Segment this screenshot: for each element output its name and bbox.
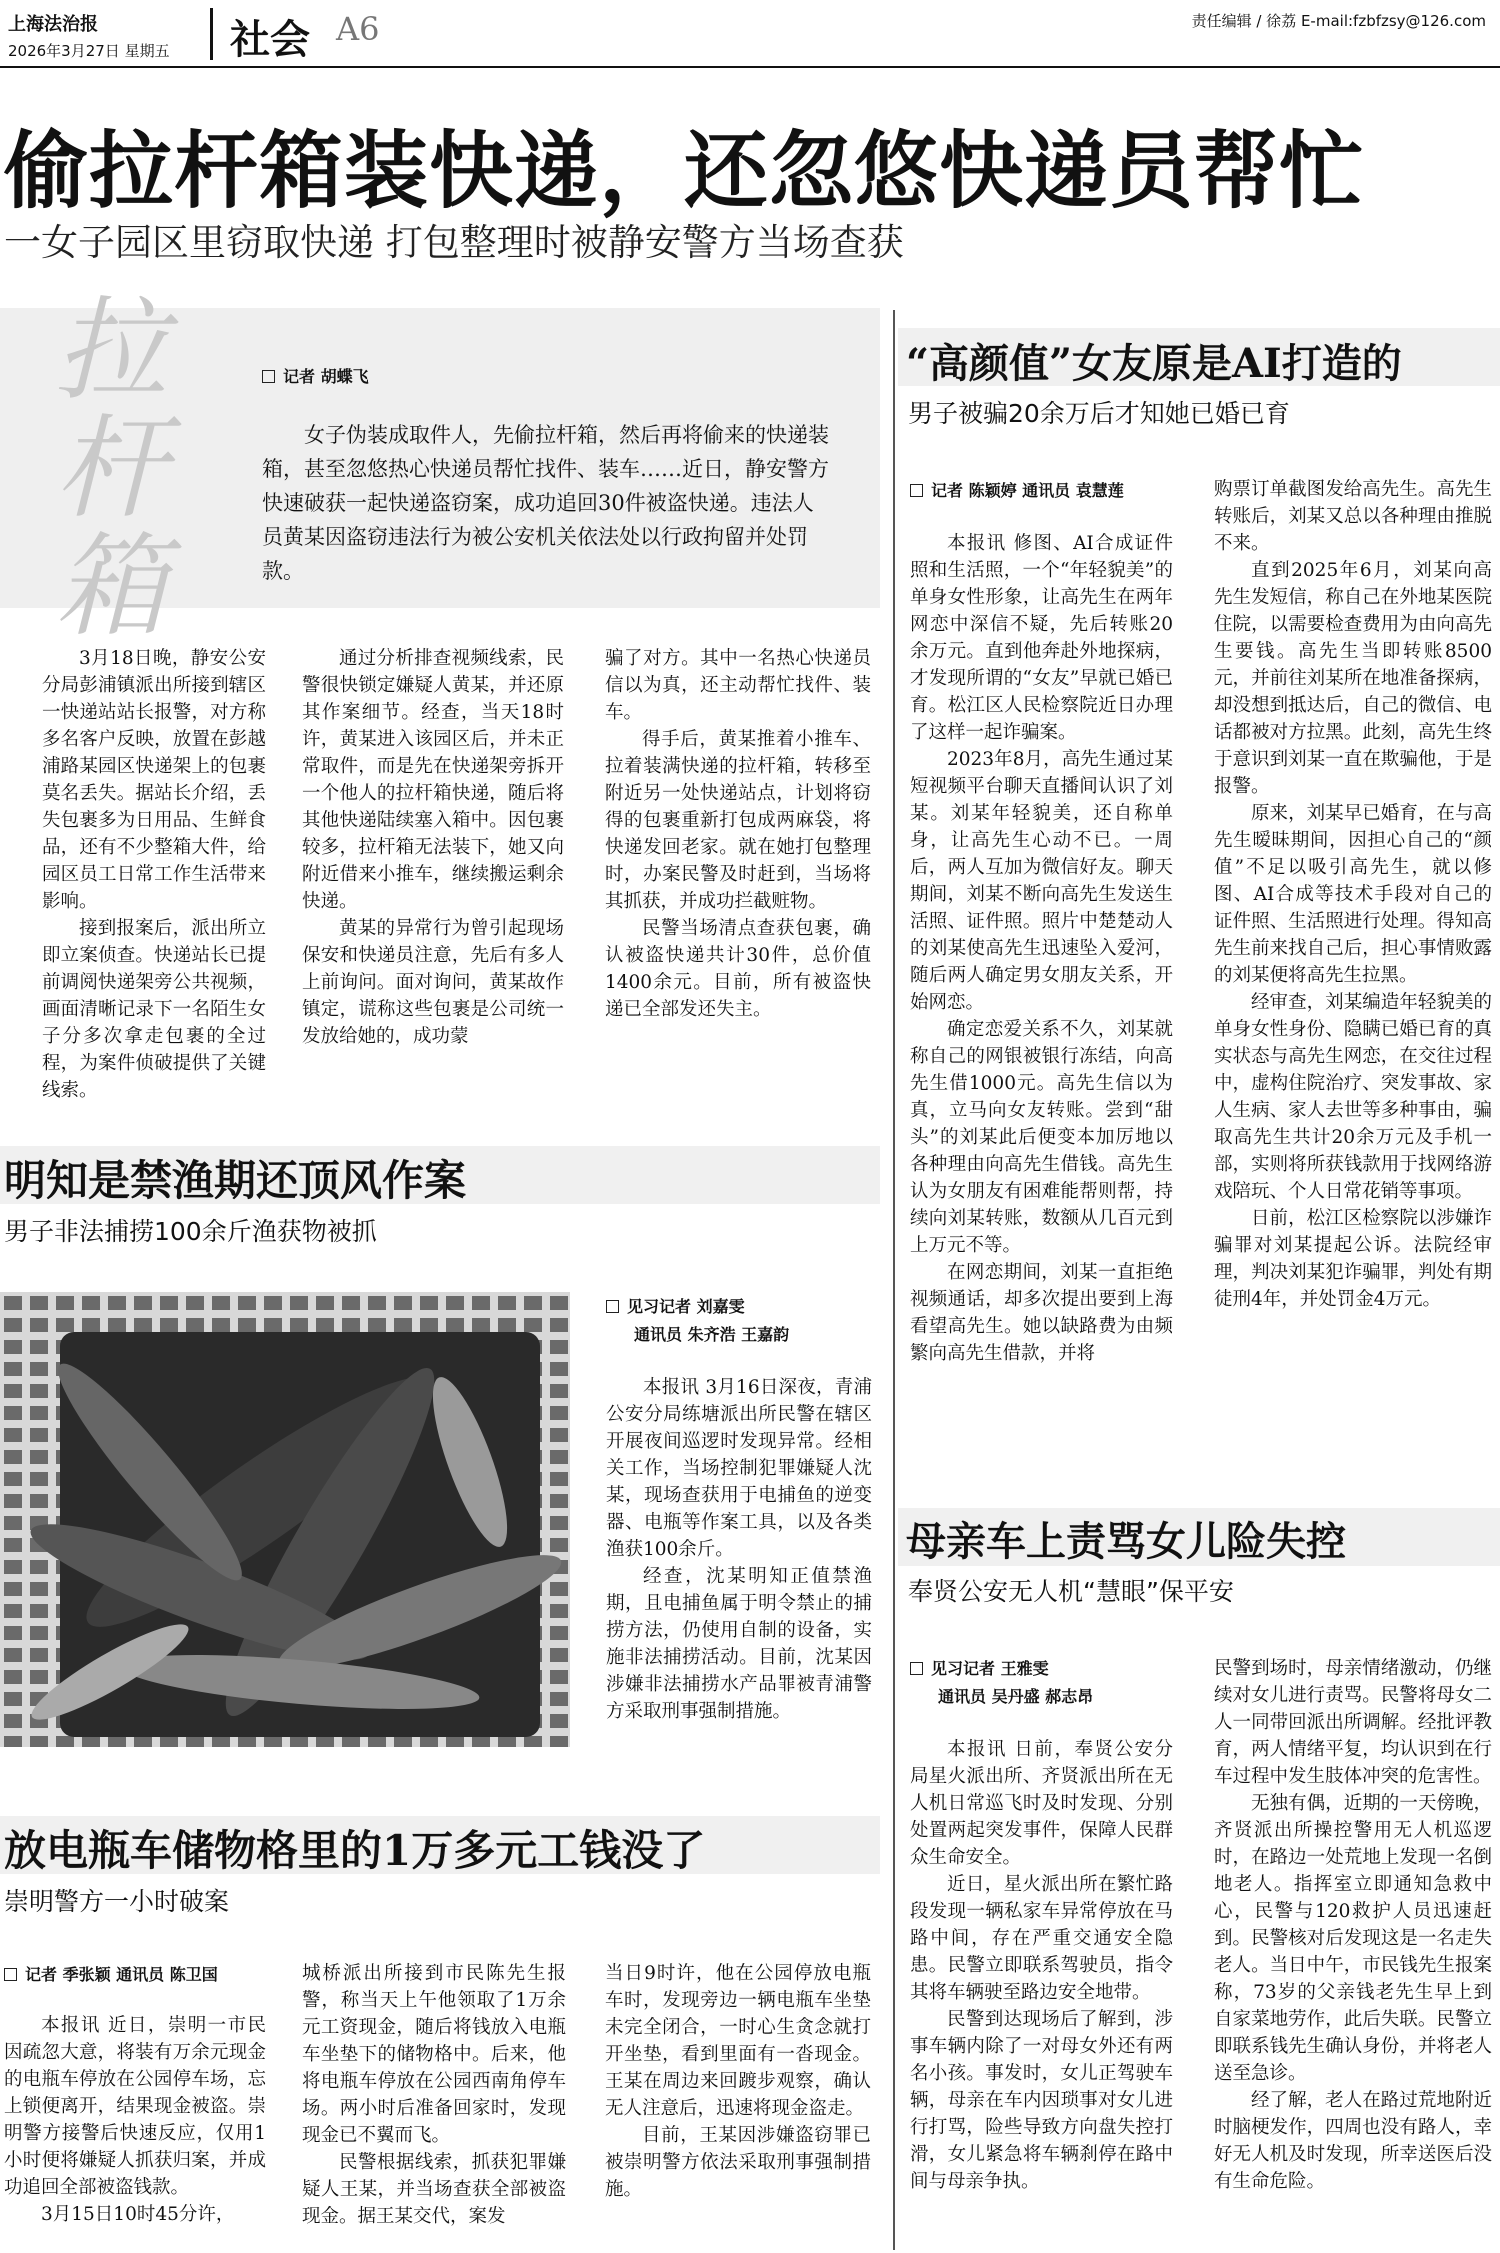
ai-column-2	[1214, 476, 1492, 1313]
paragraph: 民警到达现场后了解到，涉事车辆内除了一对母女外还有两名小孩。事发时，女儿正驾驶车辆，母亲在车内因琐事对女儿进行打骂，险些导致方向盘失控打滑，女儿紧急将车辆刹停在路中间与母亲争执。	[910, 2009, 1173, 2192]
battery-story-subtitle: 崇明警方一小时破案	[4, 1887, 230, 1916]
square-bullet-icon	[606, 1300, 619, 1313]
fish-column	[606, 1374, 872, 1725]
paragraph: 本报讯 3月16日深夜，青浦公安分局练塘派出所民警在辖区开展夜间巡逻时发现异常。经相关工作，当场控制犯罪嫌疑人沈某，现场查获用于电捕鱼的逆变器、电瓶等作案工具，以及各类渔获100余斤。	[606, 1377, 872, 1560]
paragraph: 民警当场清点查获包裹，确认被盗快递共计30件，总价值1400余元。目前，所有被盗快递已全部发还失主。	[605, 918, 871, 1020]
lead-side-glyphs	[55, 286, 205, 652]
paragraph: 近日，星火派出所在繁忙路段发现一辆私家车异常停放在马路中间，存在严重交通安全隐患。民警立即联系驾驶员，指令其将车辆驶至路边安全地带。	[910, 1874, 1173, 2003]
paragraph: 接到报案后，派出所立即立案侦查。快递站长已提前调阅快递架旁公共视频，画面清晰记录下一名陌生女子分多次拿走包裹的全过程，为案件侦破提供了关键线索。	[42, 918, 266, 1101]
paragraph: 本报讯 日前，奉贤公安分局星火派出所、齐贤派出所在无人机日常巡飞时及时发现、分别处置两起突发事件，保障人民群众生命安全。	[910, 1739, 1173, 1868]
paragraph: 城桥派出所接到市民陈先生报警，称当天上午他领取了1万余元工资现金，随后将钱放入电瓶车坐垫下的储物格中。后来，他将电瓶车停放在公园西南角停车场。两小时后准备回家时，发现现金已不翼而飞。	[302, 1963, 566, 2146]
battery-column-1	[4, 2012, 266, 2228]
drone-story-title: 母亲车上责骂女儿险失控	[906, 1518, 1346, 1565]
side-glyph: 拉	[55, 286, 167, 416]
fish-crate-image	[0, 1292, 570, 1747]
ai-byline	[910, 478, 1124, 501]
byline-text: 记者 胡蝶飞	[283, 367, 369, 386]
square-bullet-icon	[910, 484, 923, 497]
editor-credit: 责任编辑 / 徐荔 E-mail:fzbfzsy@126.com	[1191, 12, 1486, 30]
paragraph: 得手后，黄某推着小推车、拉着装满快递的拉杆箱，转移至附近另一处快递站点，计划将窃得的包裹重新打包成两麻袋，将快递发回老家。就在她打包整理时，办案民警及时赶到，当场将其抓获，并成功拦截赃物。	[605, 729, 871, 912]
drone-column-2	[1214, 1655, 1492, 2195]
paragraph: 经审查，刘某编造年轻貌美的单身女性身份、隐瞒已婚已育的真实状态与高先生网恋，在交往过程中，虚构住院治疗、突发事故、家人生病、家人去世等多种事由，骗取高先生共计20余万元及手机一部，实则将所获钱款用于找网络游戏陪玩、个人日常花销等事项。	[1214, 992, 1492, 1202]
masthead-logo: 上海法治报	[8, 14, 98, 35]
paragraph: 确定恋爱关系不久，刘某就称自己的网银被银行冻结，向高先生借1000元。高先生信以为真，立马向女友转账。尝到“甜头”的刘某此后便变本加厉地以各种理由向高先生借钱。高先生认为女朋友有困难能帮则帮，持续向刘某转账，数额从几百元到上万元不等。	[910, 1019, 1173, 1256]
byline-text: 记者 季张颖 通讯员 陈卫国	[25, 1965, 218, 1984]
paragraph: 当日9时许，他在公园停放电瓶车时，发现旁边一辆电瓶车坐垫未完全闭合，一时心生贪念就打开坐垫，看到里面有一沓现金。王某在周边来回踱步观察，确认无人注意后，迅速将现金盗走。	[605, 1963, 871, 2119]
lead-subhead: 一女子园区里窃取快递 打包整理时被静安警方当场查获	[4, 221, 904, 264]
paragraph: 黄某的异常行为曾引起现场保安和快递员注意，先后有多人上前询问。面对询问，黄某故作镇定，谎称这些包裹是公司统一发放给她的，成功蒙	[302, 918, 564, 1047]
paragraph: 无独有偶，近期的一天傍晚，齐贤派出所操控警用无人机巡逻时，在路边一处荒地上发现一名倒地老人。指挥室立即通知急救中心，民警与120救护人员迅速赶到。民警核对后发现这是一名走失老人。当日中午，市民钱先生报案称，73岁的父亲钱老先生早上到自家菜地劳作，此后失联。民警立即联系钱先生确认身份，并将老人送至急诊。	[1214, 1793, 1492, 2084]
battery-story-title: 放电瓶车储物格里的1万多元工钱没了	[4, 1826, 706, 1875]
paragraph: 2023年8月，高先生通过某短视频平台聊天直播间认识了刘某。刘某年轻貌美，还自称单身，让高先生心动不已。一周后，两人互加为微信好友。聊天期间，刘某不断向高先生发送生活照、证件照。照片中楚楚动人的刘某使高先生迅速坠入爱河，随后两人确定男女朋友关系，开始网恋。	[910, 749, 1173, 1013]
byline-text: 见习记者 刘嘉雯	[627, 1297, 745, 1316]
side-glyph: 箱	[55, 522, 167, 652]
section-name: 社会	[230, 16, 310, 63]
paragraph: 经查，沈某明知正值禁渔期，且电捕鱼属于明令禁止的捕捞方法，仍使用自制的设备，实施非法捕捞活动。目前，沈某因涉嫌非法捕捞水产品罪被青浦警方采取刑事强制措施。	[606, 1566, 872, 1722]
battery-column-2	[302, 1960, 566, 2230]
fish-story-subtitle: 男子非法捕捞100余斤渔获物被抓	[4, 1217, 377, 1246]
paragraph: 日前，松江区检察院以涉嫌诈骗罪对刘某提起公诉。法院经审理，判决刘某犯诈骗罪，判处有期徒刑4年，并处罚金4万元。	[1214, 1208, 1492, 1310]
drone-column-1	[910, 1736, 1173, 2195]
fish-story-title: 明知是禁渔期还顶风作案	[4, 1156, 467, 1205]
paragraph: 3月18日晚，静安公安分局彭浦镇派出所接到辖区一快递站站长报警，对方称多名客户反映，放置在彭越浦路某园区快递架上的包裹莫名丢失。据站长介绍，丢失包裹多为日用品、生鲜食品，还有不少整箱大件，给园区员工日常工作生活带来影响。	[42, 648, 266, 912]
paragraph: 通过分析排查视频线索，民警很快锁定嫌疑人黄某，并还原其作案细节。经查，当天18时许，黄某进入该园区后，并未正常取件，而是先在快递架旁拆开一个他人的拉杆箱快递，随后将其他快递陆续塞入箱中。因包裹较多，拉杆箱无法装下，她又向附近借来小推车，继续搬运剩余快递。	[302, 648, 564, 912]
paragraph: 民警到场时，母亲情绪激动，仍继续对女儿进行责骂。民警将母女二人一同带回派出所调解。经批评教育，两人情绪平复，均认识到在行车过程中发生肢体冲突的危害性。	[1214, 1658, 1492, 1787]
battery-byline	[4, 1962, 218, 1985]
paragraph: 本报讯 近日，崇明一市民因疏忽大意，将装有万余元现金的电瓶车停放在公园停车场，忘上锁便离开，结果现金被盗。崇明警方接警后快速反应，仅用1小时便将嫌疑人抓获归案，并成功追回全部被盗钱款。	[4, 2015, 266, 2198]
square-bullet-icon	[910, 1662, 923, 1675]
drone-story-subtitle: 奉贤公安无人机“慧眼”保平安	[908, 1577, 1234, 1606]
byline-text: 见习记者 王雅雯	[931, 1659, 1049, 1678]
paragraph: 原来，刘某早已婚育，在与高先生暧昧期间，因担心自己的“颜值”不足以吸引高先生，就以修图、AI合成等技术手段对自己的证件照、生活照进行处理。得知高先生前来找自己后，担心事情败露的刘某便将高先生拉黑。	[1214, 803, 1492, 986]
fish-byline-2: 通讯员 朱齐浩 王嘉韵	[634, 1325, 790, 1344]
ai-story-subtitle: 男子被骗20余万后才知她已婚已育	[908, 399, 1290, 428]
paragraph: 目前，王某因涉嫌盗窃罪已被崇明警方依法采取刑事强制措施。	[605, 2125, 871, 2200]
paragraph: 本报讯 修图、AI合成证件照和生活照，一个“年轻貌美”的单身女性形象，让高先生在两年网恋中深信不疑，先后转账20余万元。直到他奔赴外地探病，才发现所谓的“女友”早就已婚已育。松江区人民检察院近日办理了这样一起诈骗案。	[910, 533, 1173, 743]
lead-column-2	[302, 645, 564, 1050]
lead-headline: 偷拉杆箱装快递，还忽悠快递员帮忙	[4, 121, 1365, 220]
issue-date: 2026年3月27日 星期五	[8, 42, 170, 60]
page-number: A6	[336, 10, 380, 48]
lead-intro	[262, 418, 832, 588]
side-glyph: 杆	[55, 404, 167, 534]
paragraph: 经了解，老人在路过荒地附近时脑梗发作，四周也没有路人，幸好无人机及时发现，所幸送医后没有生命危险。	[1214, 2090, 1492, 2192]
lead-column-1	[42, 645, 266, 1104]
fish-byline	[606, 1294, 745, 1317]
ai-story-title: “高颜值”女友原是AI打造的	[906, 340, 1402, 387]
intro-paragraph: 女子伪装成取件人，先偷拉杆箱，然后再将偷来的快递装箱，甚至忽悠热心快递员帮忙找件、装车……近日，静安警方快速破获一起快递盗窃案，成功追回30件被盗快递。违法人员黄某因盗窃违法行为被公安机关依法处以行政拘留并处罚款。	[262, 423, 829, 583]
square-bullet-icon	[4, 1968, 17, 1981]
drone-byline-2: 通讯员 吴丹盛 郝志昂	[938, 1687, 1094, 1706]
header-rule	[0, 66, 1500, 68]
fish-photo	[0, 1292, 570, 1747]
battery-column-3	[605, 1960, 871, 2203]
paragraph: 骗了对方。其中一名热心快递员信以为真，还主动帮忙找件、装车。	[605, 648, 871, 723]
paragraph: 购票订单截图发给高先生。高先生转账后，刘某又总以各种理由推脱不来。	[1214, 479, 1492, 554]
column-divider	[893, 310, 895, 2250]
drone-byline	[910, 1656, 1049, 1679]
lead-column-3	[605, 645, 871, 1023]
paragraph: 民警根据线索，抓获犯罪嫌疑人王某，并当场查获全部被盗现金。据王某交代，案发	[302, 2152, 566, 2227]
paragraph: 在网恋期间，刘某一直拒绝视频通话，却多次提出要到上海看望高先生。她以缺路费为由频繁向高先生借款，并将	[910, 1262, 1173, 1364]
byline-text: 记者 陈颖婷 通讯员 袁慧莲	[931, 481, 1124, 500]
lead-byline	[262, 364, 369, 387]
paragraph: 3月15日10时45分许，	[41, 2204, 235, 2225]
paragraph: 直到2025年6月，刘某向高先生发短信，称自己在外地某医院住院，以需要检查费用为由向高先生要钱。高先生当即转账8500元，并前往刘某所在地准备探病，却没想到抵达后，自己的微信、电话都被对方拉黑。此刻，高先生终于意识到刘某一直在欺骗他，于是报警。	[1214, 560, 1492, 797]
divider	[210, 8, 213, 60]
square-bullet-icon	[262, 370, 275, 383]
ai-column-1	[910, 530, 1173, 1367]
